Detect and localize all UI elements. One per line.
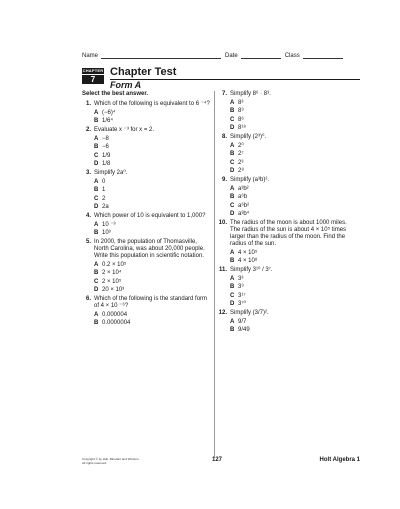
- student-info-line: [82, 53, 360, 59]
- question-text: Simplify (3/7)².: [230, 310, 269, 316]
- question: [218, 267, 358, 308]
- question-body: [94, 170, 210, 211]
- question-body: [94, 239, 210, 294]
- choice-text: 2⁷: [238, 151, 244, 157]
- choice-letter: A: [94, 221, 99, 228]
- choice-text: 4 × 10⁸: [238, 258, 258, 264]
- question-number: 3.: [85, 170, 91, 176]
- choice-text: 1/9: [102, 152, 111, 159]
- answer-choice[interactable]: [230, 258, 358, 265]
- question-body: [230, 177, 358, 218]
- question-number: 12.: [218, 310, 227, 316]
- question-number: 10.: [218, 220, 227, 226]
- answer-choice[interactable]: [94, 110, 210, 117]
- question-text: Simplify 3¹⁰ / 3⁷.: [230, 267, 273, 273]
- answer-choice[interactable]: [94, 222, 210, 229]
- answer-choice[interactable]: [230, 327, 358, 334]
- choice-letter: A: [230, 142, 235, 149]
- choice-text: 0.0000004: [102, 320, 131, 326]
- question: [82, 213, 210, 237]
- choice-text: a³b⁴: [238, 211, 250, 217]
- answer-choice[interactable]: [230, 301, 358, 308]
- choice-letter: B: [94, 118, 99, 124]
- question-number: 9.: [221, 177, 227, 183]
- answer-choice[interactable]: [230, 203, 358, 210]
- question-number: 11.: [218, 267, 227, 273]
- question-number: 2.: [85, 127, 91, 133]
- question-text: Which power of 10 is equivalent to 1,000?: [94, 213, 206, 219]
- choice-text: 0.2 × 10⁵: [102, 261, 127, 268]
- question-body: [230, 91, 358, 132]
- choice-letter: C: [230, 202, 235, 209]
- left-question-list: [82, 101, 210, 327]
- choice-letter: A: [94, 311, 99, 318]
- choice-letter: B: [230, 258, 235, 264]
- question: [218, 220, 358, 265]
- choice-text: 3¹⁷: [238, 292, 246, 299]
- choice-text: 0: [102, 178, 106, 185]
- answer-choice[interactable]: [94, 270, 210, 277]
- choice-text: 20 × 10³: [102, 287, 125, 293]
- choice-letter: A: [230, 275, 235, 282]
- answer-choice[interactable]: [230, 125, 358, 132]
- question-body: [230, 267, 358, 308]
- question: [82, 239, 210, 294]
- answer-choice[interactable]: [94, 196, 210, 203]
- choice-text: 4 × 10⁵: [238, 249, 258, 256]
- choice-text: 10³: [102, 230, 111, 236]
- choice-text: 1/6⁴: [102, 118, 113, 124]
- choice-letter: B: [230, 327, 235, 333]
- choice-text: (−6)⁴: [102, 109, 116, 116]
- question-text: Which of the following is the standard form of 4 × 10 ⁻⁶?: [94, 296, 208, 309]
- question: [82, 127, 210, 168]
- page-title: Chapter Test: [110, 66, 177, 78]
- choice-letter: B: [230, 108, 235, 114]
- answer-choice[interactable]: [94, 204, 210, 211]
- test-header: [82, 66, 360, 94]
- left-column: [82, 91, 210, 329]
- name-field[interactable]: [101, 53, 221, 59]
- class-label: Class: [284, 53, 300, 59]
- choice-text: 8¹⁸: [238, 125, 246, 131]
- answer-choice[interactable]: [230, 319, 358, 326]
- instructions: Select the best answer.: [82, 91, 149, 97]
- answer-choice[interactable]: [230, 151, 358, 158]
- answer-choice[interactable]: [94, 187, 210, 194]
- choice-text: 2a: [102, 204, 109, 210]
- choice-letter: A: [230, 249, 235, 256]
- choice-text: 2: [102, 195, 106, 202]
- choice-text: 8⁶: [238, 116, 244, 123]
- page-footer: [82, 455, 360, 467]
- answer-choice[interactable]: [230, 100, 358, 107]
- question-number: 1.: [85, 101, 91, 107]
- answer-choice[interactable]: [230, 194, 358, 201]
- choice-text: a³b²: [238, 185, 249, 192]
- choice-text: 9/7: [238, 318, 247, 325]
- choice-letter: D: [230, 125, 235, 131]
- choice-letter: A: [94, 178, 99, 185]
- choice-letter: B: [230, 284, 235, 290]
- chapter-number: 7: [82, 74, 104, 84]
- date-label: Date: [225, 53, 238, 59]
- question-text: Evaluate x ⁻³ for x = 2.: [94, 127, 155, 133]
- answer-choice[interactable]: [94, 279, 210, 286]
- choice-text: 3⁹: [238, 284, 244, 290]
- choice-letter: C: [230, 159, 235, 166]
- choice-text: 10 ⁻³: [102, 221, 116, 228]
- answer-choice[interactable]: [230, 276, 358, 283]
- choice-text: 2³: [238, 159, 244, 166]
- question-text: In 2000, the population of Thomasville, North Carolina, was about 20,000 people. Write this population in scientific notation.: [94, 239, 205, 259]
- page-number: 127: [212, 457, 223, 463]
- answer-choice[interactable]: [94, 118, 210, 125]
- choice-text: a⁶b: [238, 194, 248, 200]
- question: [218, 91, 358, 132]
- answer-choice[interactable]: [94, 179, 210, 186]
- question-text: Which of the following is equivalent to 6 ⁻⁴?: [94, 101, 210, 107]
- answer-choice[interactable]: [230, 293, 358, 300]
- choice-text: 2⁰: [238, 142, 244, 149]
- choice-letter: A: [94, 261, 99, 268]
- question-number: 6.: [85, 296, 91, 302]
- question-body: [94, 213, 210, 237]
- class-field[interactable]: [303, 53, 343, 59]
- question-text: Simplify (2³)⁰.: [230, 134, 267, 140]
- choice-text: 2⁸: [238, 168, 244, 174]
- answer-choice[interactable]: [230, 168, 358, 175]
- choice-letter: B: [94, 187, 99, 193]
- answer-choice[interactable]: [94, 230, 210, 237]
- question: [82, 101, 210, 125]
- copyright-notice: Copyright © by Holt, Rinehart and Winston. All rights reserved.: [82, 457, 140, 465]
- question-body: [230, 220, 358, 265]
- choice-text: 9/49: [238, 327, 250, 333]
- choice-letter: D: [94, 161, 99, 167]
- choice-letter: A: [94, 135, 99, 142]
- choice-letter: B: [94, 320, 99, 326]
- title-rule: [110, 79, 360, 80]
- choice-text: −8: [102, 135, 109, 142]
- choice-letter: C: [94, 195, 99, 202]
- answer-choice[interactable]: [94, 136, 210, 143]
- choice-letter: A: [230, 185, 235, 192]
- choice-text: 1: [102, 187, 106, 193]
- choice-letter: A: [230, 99, 235, 106]
- choice-letter: D: [230, 211, 235, 217]
- answer-choice[interactable]: [230, 108, 358, 115]
- question-body: [230, 310, 358, 334]
- choice-text: −6: [102, 144, 109, 150]
- choice-letter: C: [94, 152, 99, 159]
- choice-text: 1/8: [102, 161, 111, 167]
- choice-letter: D: [94, 287, 99, 293]
- answer-choice[interactable]: [94, 161, 210, 168]
- choice-letter: D: [230, 301, 235, 307]
- question-body: [94, 101, 210, 125]
- name-label: Name: [82, 53, 99, 59]
- choice-letter: D: [94, 204, 99, 210]
- answer-choice[interactable]: [94, 153, 210, 160]
- question-number: 8.: [221, 134, 227, 140]
- choice-letter: B: [94, 230, 99, 236]
- answer-choice[interactable]: [230, 250, 358, 257]
- question-body: [230, 134, 358, 175]
- right-question-list: [218, 91, 358, 334]
- answer-choice[interactable]: [230, 117, 358, 124]
- question-body: [94, 127, 210, 168]
- question-text: The radius of the moon is about 1000 miles. The radius of the sun is about 4 × 10⁵ times larger than the radius of the moon. Find the radius of the sun.: [230, 220, 347, 247]
- choice-text: 2 × 10⁵: [102, 278, 122, 285]
- chapter-label: CHAPTER: [82, 68, 104, 73]
- question: [82, 296, 210, 327]
- question-number: 7.: [221, 91, 227, 97]
- answer-choice[interactable]: [230, 143, 358, 150]
- choice-text: 0.000004: [102, 311, 128, 318]
- choice-text: 8⁹: [238, 108, 244, 114]
- choice-text: a⁶b²: [238, 202, 250, 209]
- answer-choice[interactable]: [94, 144, 210, 151]
- choice-letter: C: [94, 278, 99, 285]
- choice-letter: A: [230, 318, 235, 325]
- question: [218, 134, 358, 175]
- question: [218, 310, 358, 334]
- answer-choice[interactable]: [94, 320, 210, 327]
- choice-letter: B: [94, 270, 99, 276]
- choice-text: 3⁷⁰: [238, 301, 246, 307]
- column-divider: [214, 91, 215, 458]
- question: [82, 170, 210, 211]
- choice-letter: B: [230, 194, 235, 200]
- chapter-badge: [82, 68, 104, 84]
- choice-letter: D: [230, 168, 235, 174]
- question-body: [94, 296, 210, 327]
- choice-text: 2 × 10⁴: [102, 270, 122, 276]
- question-text: Simplify 8⁶ · 8³.: [230, 91, 271, 97]
- date-field[interactable]: [241, 53, 281, 59]
- choice-letter: C: [230, 292, 235, 299]
- answer-choice[interactable]: [230, 284, 358, 291]
- question-number: 5.: [85, 239, 91, 245]
- right-column: [218, 91, 358, 336]
- question-text: Simplify 2a⁰.: [94, 170, 128, 176]
- answer-choice[interactable]: [230, 160, 358, 167]
- question-text: Simplify (a³b)².: [230, 177, 270, 183]
- answer-choice[interactable]: [230, 186, 358, 193]
- choice-letter: B: [230, 151, 235, 157]
- answer-choice[interactable]: [94, 287, 210, 294]
- answer-choice[interactable]: [230, 211, 358, 218]
- choice-letter: C: [230, 116, 235, 123]
- answer-choice[interactable]: [94, 312, 210, 319]
- form-label: Form A: [110, 80, 142, 90]
- answer-choice[interactable]: [94, 262, 210, 269]
- question: [218, 177, 358, 218]
- choice-letter: A: [94, 109, 99, 116]
- choice-text: 3³: [238, 275, 244, 282]
- choice-letter: B: [94, 144, 99, 150]
- question-number: 4.: [85, 213, 91, 219]
- book-title: Holt Algebra 1: [319, 457, 360, 463]
- choice-text: 8³: [238, 99, 244, 106]
